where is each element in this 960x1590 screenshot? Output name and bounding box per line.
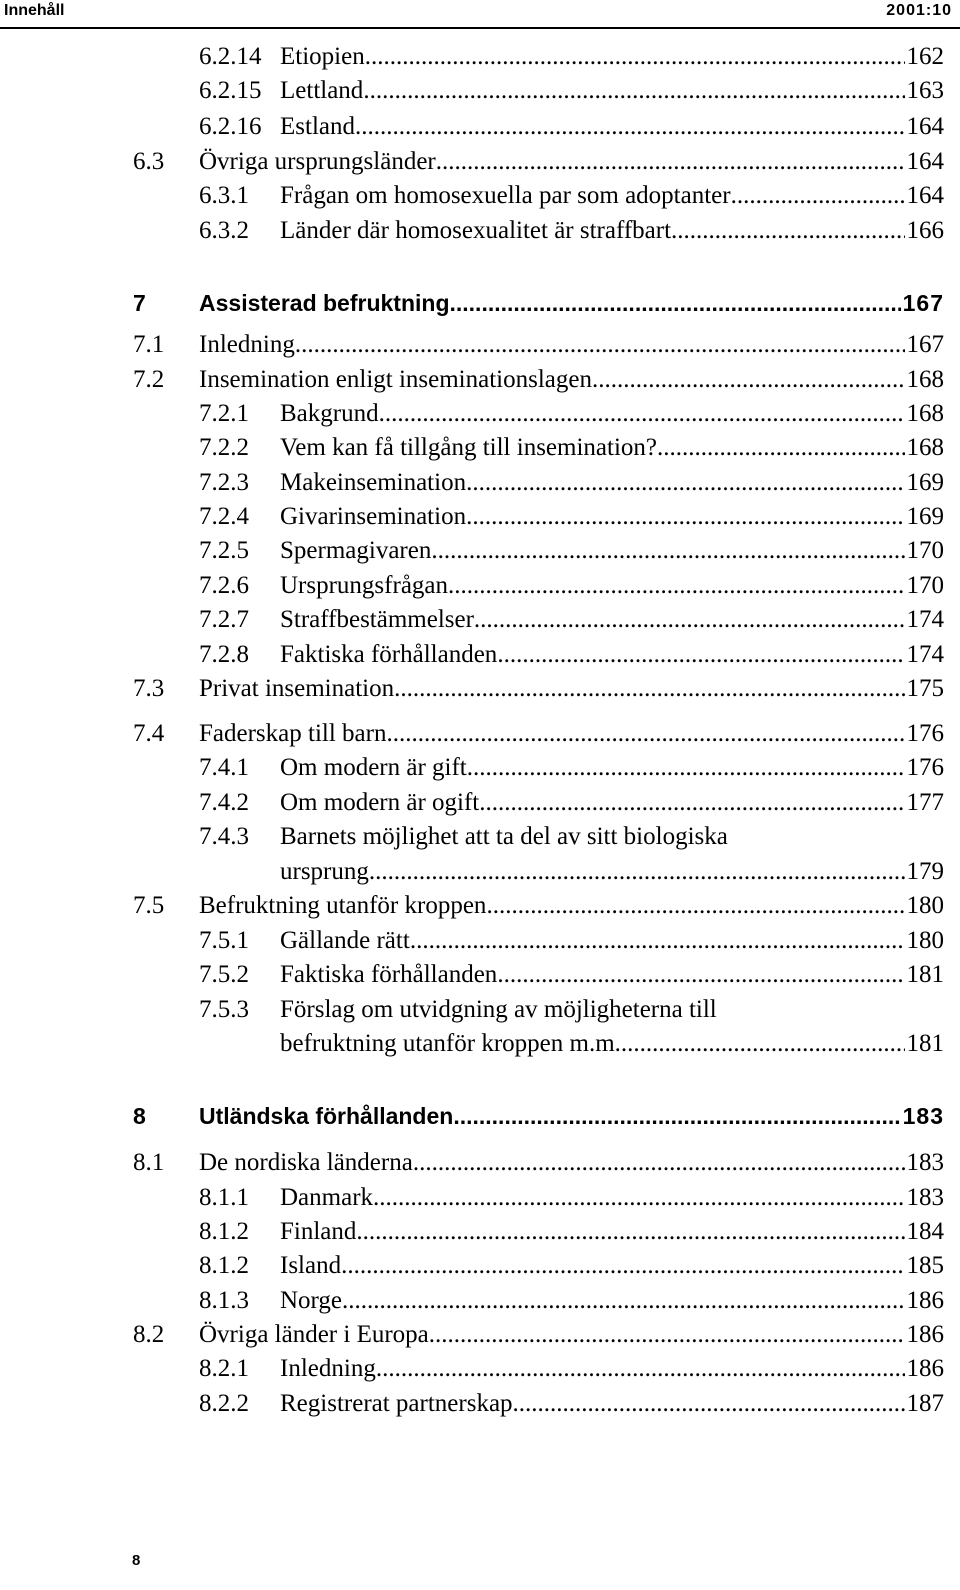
toc-entry-number: 6.2.16	[199, 113, 262, 140]
toc-entry-number: 7.2.6	[199, 572, 249, 599]
toc-entry-page: 168	[906, 400, 944, 427]
dot-leader	[379, 397, 905, 431]
toc-entry	[199, 1027, 944, 1061]
toc-entry-number: 7.4.2	[199, 789, 249, 816]
dot-leader	[474, 603, 905, 637]
toc-entry-title: Estland	[280, 113, 355, 140]
toc-entry	[133, 328, 944, 362]
dot-leader	[356, 1215, 904, 1249]
dot-leader	[479, 786, 904, 820]
toc-entry-number: 7.5.3	[199, 996, 249, 1023]
toc-entry	[133, 1146, 944, 1180]
toc-entry-title: Privat insemination	[199, 675, 395, 702]
toc-entry-page: 176	[906, 754, 944, 781]
dot-leader	[431, 534, 904, 568]
toc-entry-page: 169	[906, 503, 944, 530]
toc-entry	[199, 569, 944, 603]
toc-entry-title: Övriga länder i Europa	[199, 1321, 429, 1348]
toc-entry-page: 166	[906, 217, 944, 244]
toc-entry	[133, 145, 944, 179]
toc-entry	[199, 751, 944, 785]
toc-entry-page: 186	[906, 1321, 944, 1348]
toc-entry-title: De nordiska länderna	[199, 1149, 413, 1176]
toc-entry-title: Om modern är ogift	[280, 789, 480, 816]
toc-entry-page: 183	[902, 1103, 944, 1129]
toc-entry-page: 186	[906, 1355, 944, 1382]
dot-leader	[376, 1352, 905, 1386]
toc-entry-number: 6.2.14	[199, 43, 262, 70]
toc-entry-page: 180	[906, 892, 944, 919]
dot-leader	[466, 466, 904, 500]
dot-leader	[410, 924, 905, 958]
toc-entry-title: Gällande rätt	[280, 927, 410, 954]
toc-entry-title: befruktning utanför kroppen m.m.	[280, 1030, 621, 1057]
toc-entry-page: 164	[906, 113, 944, 140]
toc-entry-page: 174	[906, 606, 944, 633]
toc-entry	[199, 431, 944, 465]
toc-entry-page: 181	[906, 961, 944, 988]
page-number: 8	[132, 1552, 141, 1569]
toc-entry	[199, 786, 944, 820]
toc-entry-title: Utländska förhållanden	[199, 1103, 454, 1129]
toc-entry	[133, 672, 944, 706]
dot-leader	[373, 1181, 904, 1215]
toc-entry	[199, 40, 944, 74]
toc-entry-page: 183	[906, 1149, 944, 1176]
toc-entry-title: Insemination enligt inseminationslagen	[199, 366, 592, 393]
toc-entry	[199, 397, 944, 431]
toc-entry-page: 175	[906, 675, 944, 702]
toc-entry-number: 6.3	[133, 148, 165, 175]
toc-entry	[133, 363, 944, 397]
toc-entry-page: 162	[906, 43, 944, 70]
dot-leader	[467, 751, 905, 785]
toc-entry-title: Straffbestämmelser	[280, 606, 474, 633]
toc-entry-title: Vem kan få tillgång till insemination?	[280, 434, 658, 461]
toc-entry	[199, 74, 944, 108]
toc-entry-page: 164	[906, 148, 944, 175]
toc-entry-title: Faktiska förhållanden	[280, 961, 498, 988]
dot-leader	[453, 1099, 900, 1133]
toc-entry-page: 169	[906, 469, 944, 496]
toc-entry	[199, 1181, 944, 1215]
toc-entry-number: 7.1	[133, 331, 165, 358]
toc-entry	[199, 1249, 944, 1283]
toc-entry-title: Spermagivaren	[280, 537, 432, 564]
dot-leader	[342, 1284, 904, 1318]
toc-entry-number: 7.2.7	[199, 606, 249, 633]
toc-entry	[133, 1318, 944, 1352]
toc-entry-title: Danmark	[280, 1184, 374, 1211]
toc-entry-page: 168	[906, 366, 944, 393]
toc-entry-number: 6.2.15	[199, 77, 262, 104]
toc-entry-number: 8.2.2	[199, 1390, 249, 1417]
toc-entry-title: Befruktning utanför kroppen	[199, 892, 487, 919]
dot-leader	[671, 214, 904, 248]
toc-entry-title: Givarinsemination	[280, 503, 467, 530]
toc-entry-number: 6.3.1	[199, 182, 249, 209]
dot-leader	[657, 431, 904, 465]
toc-entry-number: 7	[133, 290, 146, 316]
toc-entry	[133, 889, 944, 923]
toc-entry-number: 8.2	[133, 1321, 165, 1348]
toc-entry-number: 6.3.2	[199, 217, 249, 244]
toc-entry	[199, 466, 944, 500]
toc-entry-title: Förslag om utvidgning av möjligheterna till	[280, 996, 717, 1023]
toc-entry-page: 187	[906, 1390, 944, 1417]
toc-entry-number: 8.2.1	[199, 1355, 249, 1382]
toc-entry-page: 177	[906, 789, 944, 816]
toc-entry-page: 170	[906, 572, 944, 599]
dot-leader	[386, 717, 904, 751]
toc-entry	[199, 924, 944, 958]
dot-leader	[363, 74, 904, 108]
toc-entry-number: 8.1.3	[199, 1287, 249, 1314]
toc-entry-title: Inledning	[199, 331, 295, 358]
toc-entry-title: Barnets möjlighet att ta del av sitt biologiska	[280, 823, 728, 850]
toc-entry-page: 180	[906, 927, 944, 954]
toc-entry-title: Island	[280, 1252, 342, 1279]
toc-entry-title: Övriga ursprungsländer	[199, 148, 436, 175]
dot-leader	[621, 1027, 905, 1061]
toc-entry-title: Länder där homosexualitet är straffbart	[280, 217, 672, 244]
toc-entry-page: 184	[906, 1218, 944, 1245]
dot-leader	[436, 145, 905, 179]
toc-entry	[199, 855, 944, 889]
toc-chapter-entry	[133, 1099, 944, 1133]
toc-entry-page: 164	[906, 182, 944, 209]
toc-entry-title: ursprung	[280, 858, 369, 885]
toc-entry	[199, 603, 944, 637]
toc-entry-page: 174	[906, 641, 944, 668]
header-section-title: Innehåll	[4, 2, 65, 19]
toc-entry-page: 181	[906, 1030, 944, 1057]
toc-entry-title: Faktiska förhållanden	[280, 641, 498, 668]
toc-entry-page: 168	[906, 434, 944, 461]
toc-entry-title: Faderskap till barn	[199, 720, 387, 747]
toc-entry	[199, 993, 944, 1027]
toc-entry	[199, 638, 944, 672]
toc-chapter-entry	[133, 286, 944, 320]
toc-entry-number: 7.2.4	[199, 503, 249, 530]
dot-leader	[394, 672, 904, 706]
toc-entry-page: 179	[906, 858, 944, 885]
toc-entry-number: 7.4.3	[199, 823, 249, 850]
toc-entry-number: 7.2.1	[199, 400, 249, 427]
dot-leader	[355, 110, 905, 144]
toc-entry	[199, 958, 944, 992]
toc-entry	[199, 1284, 944, 1318]
toc-entry-page: 176	[906, 720, 944, 747]
toc-entry	[133, 717, 944, 751]
toc-entry-title: Bakgrund	[280, 400, 379, 427]
toc-entry	[199, 820, 944, 854]
toc-entry-number: 8.1.2	[199, 1218, 249, 1245]
toc-entry-number: 7.2.8	[199, 641, 249, 668]
toc-entry-number: 7.2.2	[199, 434, 249, 461]
dot-leader	[448, 569, 904, 603]
toc-entry-number: 8	[133, 1103, 146, 1129]
dot-leader	[513, 1387, 905, 1421]
dot-leader	[365, 40, 905, 74]
dot-leader	[413, 1146, 905, 1180]
dot-leader	[295, 328, 905, 362]
dot-leader	[466, 500, 904, 534]
dot-leader	[592, 363, 905, 397]
toc-entry-number: 7.4.1	[199, 754, 249, 781]
dot-leader	[369, 855, 905, 889]
toc-entry-title: Finland	[280, 1218, 357, 1245]
toc-entry-number: 7.3	[133, 675, 165, 702]
toc-entry-title: Lettland	[280, 77, 364, 104]
toc-entry-page: 167	[906, 331, 944, 358]
dot-leader	[731, 179, 905, 213]
header-document-id: 2001:10	[886, 2, 952, 19]
toc-entry	[199, 110, 944, 144]
toc-entry-number: 7.5.1	[199, 927, 249, 954]
toc-entry-page: 183	[906, 1184, 944, 1211]
toc-entry-title: Om modern är gift	[280, 754, 467, 781]
toc-entry	[199, 214, 944, 248]
toc-entry	[199, 1352, 944, 1386]
toc-entry-number: 7.5	[133, 892, 165, 919]
dot-leader	[497, 958, 904, 992]
toc-entry-number: 7.4	[133, 720, 165, 747]
dot-leader	[450, 286, 901, 320]
toc-entry-page: 186	[906, 1287, 944, 1314]
toc-entry-page: 163	[906, 77, 944, 104]
toc-entry-title: Ursprungsfrågan	[280, 572, 449, 599]
toc-entry-page: 185	[906, 1252, 944, 1279]
toc-entry-number: 8.1.1	[199, 1184, 249, 1211]
dot-leader	[429, 1318, 905, 1352]
toc-entry-title: Norge	[280, 1287, 343, 1314]
toc-entry-number: 8.1.2	[199, 1252, 249, 1279]
toc-entry-number: 7.2	[133, 366, 165, 393]
toc-entry-title: Registrerat partnerskap	[280, 1390, 513, 1417]
toc-entry-page: 167	[902, 290, 944, 316]
toc-entry-number: 7.5.2	[199, 961, 249, 988]
toc-entry	[199, 534, 944, 568]
toc-entry-number: 7.2.5	[199, 537, 249, 564]
dot-leader	[341, 1249, 904, 1283]
toc-entry-page: 170	[906, 537, 944, 564]
toc-entry-number: 8.1	[133, 1149, 165, 1176]
toc-entry-title: Frågan om homosexuella par som adoptanter	[280, 182, 731, 209]
toc-entry	[199, 500, 944, 534]
toc-entry-title: Inledning	[280, 1355, 376, 1382]
toc-entry	[199, 1215, 944, 1249]
dot-leader	[497, 638, 904, 672]
toc-entry-number: 7.2.3	[199, 469, 249, 496]
dot-leader	[486, 889, 904, 923]
toc-entry-title: Etiopien	[280, 43, 365, 70]
toc-entry-title: Assisterad befruktning	[199, 290, 450, 316]
toc-entry	[199, 179, 944, 213]
toc-entry	[199, 1387, 944, 1421]
toc-entry-title: Makeinsemination	[280, 469, 467, 496]
